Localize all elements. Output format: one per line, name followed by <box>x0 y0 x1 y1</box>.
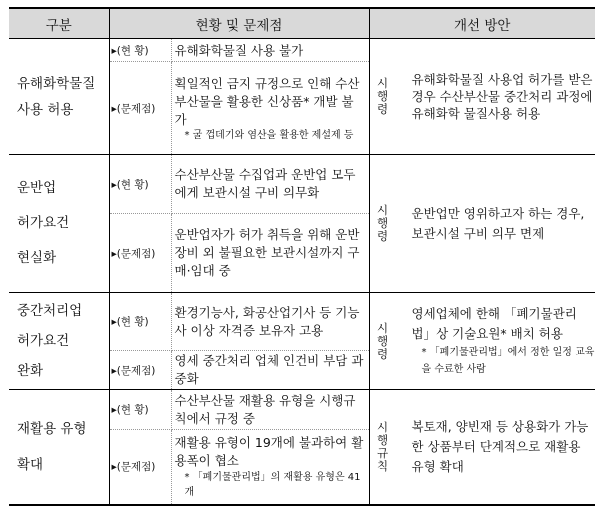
problem-label: ▸(문제점) <box>109 430 171 505</box>
header-improvement: 개선 방안 <box>369 8 595 39</box>
category-line: 확대 <box>17 456 44 473</box>
table-row <box>9 155 595 214</box>
category-line: 허가요건 <box>17 333 70 349</box>
status-label: ▸(현 황) <box>109 39 171 62</box>
improvement-text: 영세업체에 한해 「폐기물관리법」상 기술요원* 배치 허용 <box>411 306 577 341</box>
status-text: 수산부산물 수집업과 운반업 모두에게 보관시설 구비 의무화 <box>171 155 369 214</box>
problem-cell <box>171 430 369 505</box>
status-label: ▸(현 황) <box>109 293 171 351</box>
legal-level: 시 행 령 <box>376 203 389 243</box>
improvement-text: 운반업만 영위하고자 하는 경우, 보관시설 구비 의무 면제 <box>411 205 585 241</box>
category-line: 재활용 유형 <box>17 420 87 437</box>
improvement-cell <box>369 293 595 390</box>
improvement-cell <box>369 39 595 155</box>
status-text: 유해화학물질 사용 불가 <box>171 39 369 62</box>
problem-note: * 「폐기물관리법」의 재활용 유형은 41개 <box>184 471 361 498</box>
status-label: ▸(현 황) <box>109 390 171 430</box>
status-label: ▸(현 황) <box>109 155 171 214</box>
category-line: 완화 <box>17 363 44 379</box>
status-text: 환경기능사, 화공산업기사 등 기능사 이상 자격증 보유자 고용 <box>171 293 369 351</box>
table-row <box>9 390 595 430</box>
category-cell <box>9 390 109 505</box>
table-row <box>9 39 595 62</box>
problem-label: ▸(문제점) <box>109 214 171 293</box>
problem-text: 재활용 유형이 19개에 불과하여 활용폭이 협소 <box>174 434 364 468</box>
improvement-cell <box>369 390 595 505</box>
header-status: 현황 및 문제점 <box>109 8 369 39</box>
reform-table-container <box>9 7 595 506</box>
status-text: 수산부산물 재활용 유형을 시행규칙에서 규정 중 <box>171 390 369 430</box>
problem-text: 운반업자가 허가 취득을 위해 운반장비 외 불필요한 보관시설까지 구매·임대 중 <box>171 214 369 293</box>
category-cell <box>9 293 109 390</box>
category-cell <box>9 155 109 293</box>
header-category: 구분 <box>9 8 109 39</box>
problem-text: 영세 중간처리 업체 인건비 부담 과중화 <box>171 351 369 390</box>
problem-label: ▸(문제점) <box>109 351 171 390</box>
improvement-cell-text <box>394 304 596 378</box>
category-line: 허가요건 <box>17 215 70 231</box>
category-line: 중간처리업 <box>17 303 83 319</box>
category-line: 현실화 <box>17 250 57 266</box>
improvement-note: * 「폐기물관리법」에서 정한 일정 교육을 수료한 사람 <box>421 347 595 375</box>
category-line: 운반업 <box>17 180 57 196</box>
improvement-text: 복토재, 양빈재 등 상용화가 가능한 상품부터 단계적으로 재활용 유형 확대 <box>411 418 589 474</box>
category-line: 유해화학물질 <box>17 75 96 92</box>
legal-level: 시 행 규 칙 <box>376 419 389 473</box>
improvement-text: 유해화학물질 사용업 허가를 받은 경우 수산부산물 중간처리 과정에 유해화학 물질사용 허용 <box>411 72 593 121</box>
problem-cell <box>171 62 369 155</box>
table-row <box>9 293 595 351</box>
reform-table <box>9 7 595 506</box>
category-cell <box>9 39 109 155</box>
legal-level: 시 행 령 <box>376 320 389 361</box>
header-row <box>9 8 595 39</box>
problem-label: ▸(문제점) <box>109 62 171 155</box>
legal-level: 시 행 령 <box>376 76 389 116</box>
problem-text: 획일적인 금지 규정으로 인해 수산부산물을 활용한 신상품* 개발 불가 <box>174 75 360 127</box>
problem-note: * 굴 껍데기와 염산을 활용한 제설제 등 <box>184 129 354 141</box>
category-line: 사용 허용 <box>17 101 74 118</box>
improvement-cell <box>369 155 595 293</box>
